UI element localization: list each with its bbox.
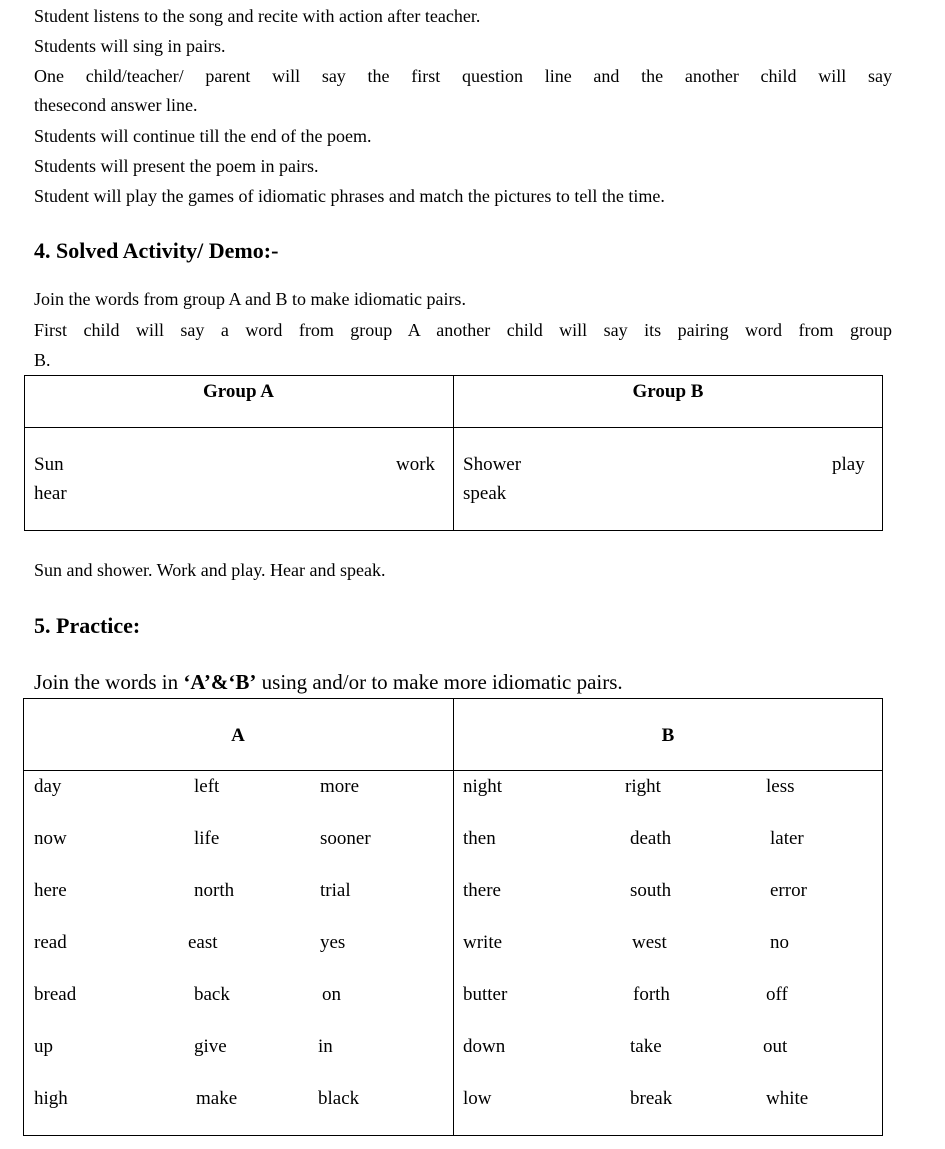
practice-word-b1-row-6: down — [463, 1036, 506, 1057]
section-4-instruction-2: First child will say a word from group A another child will say its pairing word from group — [34, 320, 892, 340]
intro-line-3: One child/teacher/ parent will say the first question line and the another child will say — [34, 66, 892, 86]
practice-word-a2-row-3: north — [194, 880, 235, 901]
intro-line-4: thesecond answer line. — [34, 95, 198, 115]
practice-word-a3-row-1: more — [320, 776, 360, 797]
practice-word-b3-row-1: less — [766, 776, 795, 797]
section-5-instruction-post: using and/or to make more idiomatic pairs. — [256, 670, 623, 694]
practice-word-a3-row-2: sooner — [320, 828, 371, 849]
practice-word-b1-row-4: write — [463, 932, 503, 953]
group-b-word-shower: Shower — [463, 454, 522, 475]
section-5-instruction-bold: ‘A’&‘B’ — [183, 670, 257, 694]
group-a-word-work: work — [396, 454, 436, 475]
practice-word-a2-row-6: give — [194, 1036, 227, 1057]
practice-word-b1-row-7: low — [463, 1088, 492, 1109]
section-5-instruction-pre: Join the words in — [34, 670, 184, 694]
practice-word-b2-row-7: break — [630, 1088, 673, 1109]
practice-word-a2-row-1: left — [194, 776, 220, 797]
practice-word-a3-row-6: in — [318, 1036, 333, 1057]
section-4-instruction-2-cont: B. — [34, 350, 51, 370]
practice-word-b3-row-6: out — [763, 1036, 788, 1057]
practice-word-a2-row-2: life — [194, 828, 220, 849]
group-a-word-sun: Sun — [34, 454, 64, 475]
practice-word-a3-row-3: trial — [320, 880, 351, 901]
practice-word-b1-row-5: butter — [463, 984, 508, 1005]
section-5-instruction — [34, 670, 623, 695]
intro-line-7: Student will play the games of idiomatic phrases and match the pictures to tell the time. — [34, 186, 665, 206]
section-4-heading: 4. Solved Activity/ Demo:- — [34, 238, 279, 263]
practice-word-b3-row-2: later — [770, 828, 804, 849]
intro-line-5: Students will continue till the end of the poem. — [34, 126, 372, 146]
practice-word-a2-row-5: back — [194, 984, 230, 1005]
practice-header-b: B — [661, 725, 675, 746]
practice-header-a: A — [231, 725, 245, 746]
practice-word-b2-row-2: death — [630, 828, 672, 849]
practice-word-a2-row-4: east — [188, 932, 218, 953]
practice-word-a2-row-7: make — [196, 1088, 238, 1109]
practice-word-a1-row-5: bread — [34, 984, 77, 1005]
practice-word-a1-row-2: now — [34, 828, 67, 849]
intro-line-1: Student listens to the song and recite with action after teacher. — [34, 6, 481, 26]
section-4-answer: Sun and shower. Work and play. Hear and speak. — [34, 560, 386, 580]
practice-word-b1-row-2: then — [463, 828, 496, 849]
practice-word-b2-row-5: forth — [633, 984, 670, 1005]
practice-word-b2-row-3: south — [630, 880, 672, 901]
practice-word-a1-row-7: high — [34, 1088, 68, 1109]
practice-word-a3-row-5: on — [322, 984, 341, 1005]
practice-word-b3-row-5: off — [766, 984, 788, 1005]
group-a-word-hear: hear — [34, 483, 67, 504]
group-b-word-play: play — [832, 454, 865, 475]
practice-word-a1-row-1: day — [34, 776, 62, 797]
practice-word-b2-row-4: west — [632, 932, 667, 953]
practice-word-b1-row-3: there — [463, 880, 501, 901]
section-4-instruction-1: Join the words from group A and B to make idiomatic pairs. — [34, 289, 466, 309]
group-b-header: Group B — [632, 381, 704, 402]
practice-word-b2-row-1: right — [625, 776, 661, 797]
group-a-header: Group A — [203, 381, 274, 402]
practice-word-a1-row-6: up — [34, 1036, 53, 1057]
practice-word-b1-row-1: night — [463, 776, 503, 797]
practice-word-a3-row-4: yes — [320, 932, 346, 953]
practice-word-a1-row-3: here — [34, 880, 67, 901]
group-b-word-speak: speak — [463, 483, 507, 504]
practice-word-a1-row-4: read — [34, 932, 67, 953]
practice-word-b2-row-6: take — [630, 1036, 662, 1057]
practice-word-b3-row-7: white — [766, 1088, 809, 1109]
practice-table-column-divider — [453, 698, 454, 1136]
practice-word-a3-row-7: black — [318, 1088, 360, 1109]
intro-line-2: Students will sing in pairs. — [34, 36, 226, 56]
practice-word-b3-row-3: error — [770, 880, 807, 901]
section-5-heading: 5. Practice: — [34, 613, 141, 638]
practice-word-b3-row-4: no — [770, 932, 789, 953]
intro-line-6: Students will present the poem in pairs. — [34, 156, 319, 176]
